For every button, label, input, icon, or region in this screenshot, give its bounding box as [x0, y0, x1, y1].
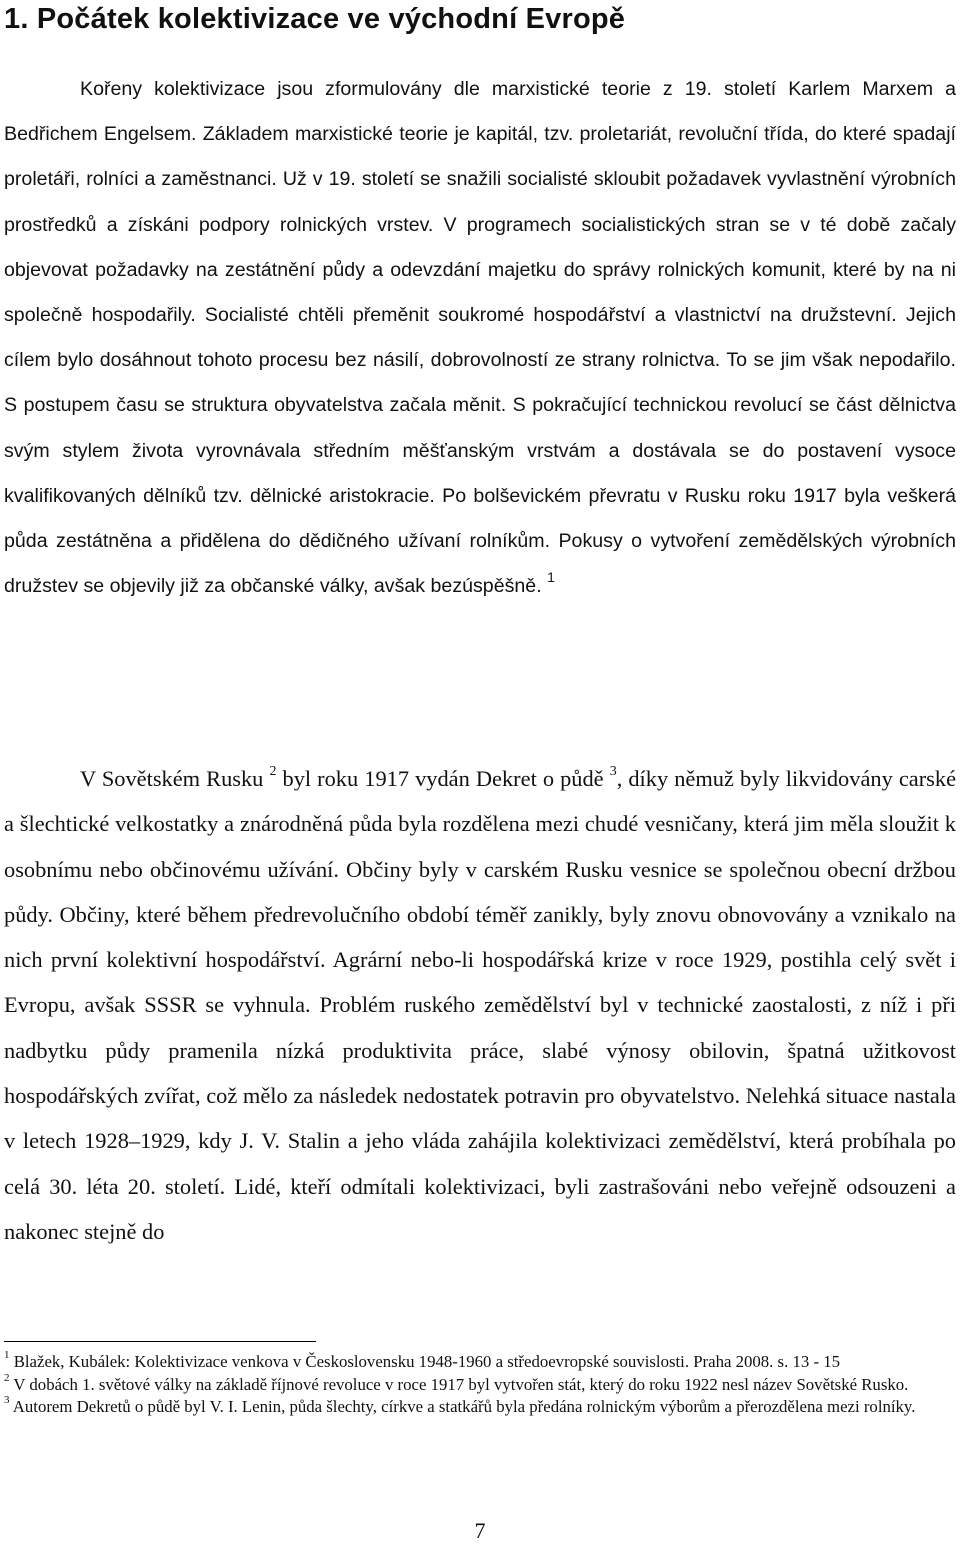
- footnote-2: [4, 1371, 956, 1397]
- footnote-1: [4, 1351, 956, 1374]
- paragraph-2-text-a: V Sovětském Rusku: [80, 766, 270, 791]
- footnote-2-number: 2: [4, 1371, 10, 1384]
- page-number: 7: [474, 1518, 486, 1543]
- paragraph-2: [4, 756, 956, 1254]
- footnote-3: [4, 1396, 956, 1419]
- footnote-ref-2: 2: [269, 763, 277, 779]
- footnote-1-number: 1: [4, 1349, 10, 1362]
- footnote-2-text: V dobách 1. světové války na základě říjnové revoluce v roce 1917 byl vytvořen stát, který do roku 1922 nesl název Sovětské Rusko.: [13, 1374, 909, 1394]
- footnote-1-text: Blažek, Kubálek: Kolektivizace venkova v Československu 1948-1960 a středoevropské souvislosti. Praha 2008. s. 13 - 15: [13, 1352, 841, 1371]
- footnote-3-number: 3: [4, 1394, 10, 1407]
- paragraph-2-text-c: , díky němuž byly likvidovány carské a šlechtické velkostatky a znárodněná půda byla rozdělena mezi chudé vesničany, která jim měla sloužit k osobnímu nebo občinovému užívání. Občiny byly v carském Rusku vesnice se společnou obecní držbou půdy. Občiny, které během předrevolučního období téměř zanikly, byly znovu obnovovány a vznikalo na nich první kolektivní hospodářství. Agrární nebo-li hospodářská krize v roce 1929, postihla celý svět i Evropu, avšak SSSR se vyhnula. Problém ruského zemědělství byl v technické zaostalosti, z níž i při nadbytku půdy pramenila nízká produktivita práce, slabé výnosy obilovin, špatná užitkovost hospodářských zvířat, což mělo za následek nedostatek potravin pro obyvatelstvo. Nelehká situace nastala v letech 1928–1929, kdy J. V. Stalin a jeho vláda zahájila kolektivizaci zemědělství, která probíhala po celá 30. léta 20. století. Lidé, kteří odmítali kolektivizaci, byli zastrašováni nebo veřejně odsouzeni a nakonec stejně do: [4, 766, 957, 1244]
- footnote-ref-1: 1: [547, 568, 555, 585]
- footnote-separator: [4, 1341, 316, 1342]
- footnote-3-text: Autorem Dekretů o půdě byl V. I. Lenin, půda šlechty, církve a statkářů byla předána rolnickým výborům a přerozdělena mezi rolníky.: [12, 1397, 916, 1416]
- chapter-heading: 1. Počátek kolektivizace ve východní Evropě: [4, 3, 626, 35]
- paragraph-1: [4, 67, 956, 609]
- paragraph-2-text-b: byl roku 1917 vydán Dekret o půdě: [276, 766, 610, 791]
- paragraph-1-text: Kořeny kolektivizace jsou zformulovány dle marxistické teorie z 19. století Karlem Marxem a Bedřichem Engelsem. Základem marxistické teorie je kapitál, tzv. proletariát, revoluční třída, do které spadají proletáři, rolníci a zaměstnanci. Už v 19. století se snažili socialisté skloubit požadavek vyvlastnění výrobních prostředků a získáni podpory rolnických vrstev. V programech socialistických stran se v té době začaly objevovat požadavky na zestátnění půdy a odevzdání majetku do správy rolnických komunit, které by na ni společně hospodařily. Socialisté chtěli přeměnit soukromé hospodářství a vlastnictví na družstevní. Jejich cílem bylo dosáhnout tohoto procesu bez násilí, dobrovolností ze strany rolnictva. To se jim však nepodařilo. S postupem času se struktura obyvatelstva začala měnit. S pokračující technickou revolucí se část dělnictva svým stylem života vyrovnávala středním měšťanským vrstvám a dostávala se do postavení vysoce kvalifikovaných dělníků tzv. dělnické aristokracie. Po bolševickém převratu v Rusku roku 1917 byla veškerá půda zestátněna a přidělena do dědičného užívaní rolníkům. Pokusy o vytvoření zemědělských výrobních družstev se objevily již za občanské války, avšak bezúspěšně.: [4, 78, 956, 598]
- footnotes: [4, 1351, 956, 1419]
- footnote-ref-3: 3: [609, 763, 617, 779]
